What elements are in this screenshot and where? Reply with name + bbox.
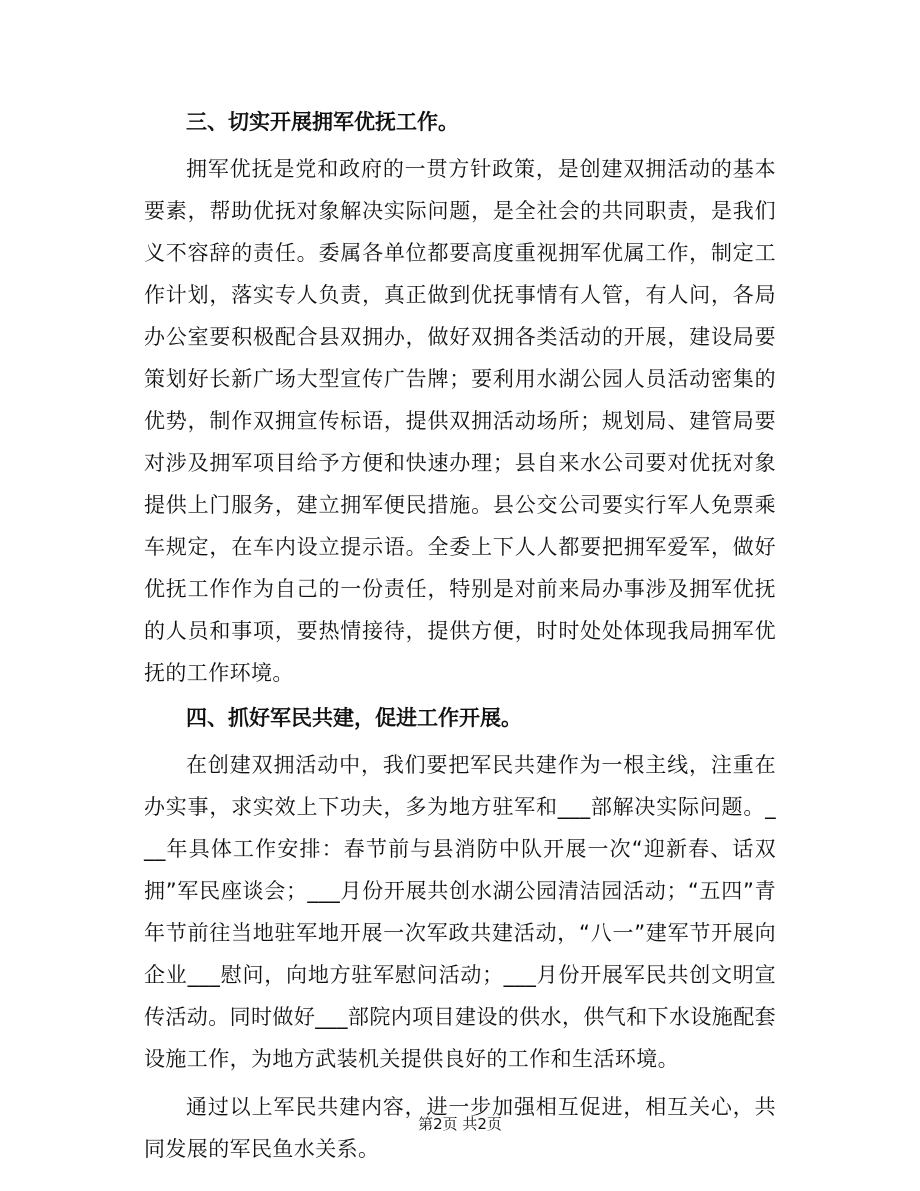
page-footer: 第2页 共2页 xyxy=(418,1115,502,1133)
section-4-paragraph-1: 在创建双拥活动中，我们要把军民共建作为一根主线，注重在办实事，求实效上下功夫，多为地方驻军和___部解决实际问题。___年具体工作安排：春节前与县消防中队开展一次“迎新春、话双拥”军民座谈会；___月份开展共创水湖公园清洁园活动；“五四”青年节前往当地驻军地开展一次军政共建活动，“八一”建军节开展向企业___慰问，向地方驻军慰问活动；___月份开展军民共创文明宣传活动。同时做好___部院内项目建设的供水，供气和下水设施配套设施工作，为地方武装机关提供良好的工作和生活环境。 xyxy=(144,753,776,1071)
section-heading-3: 三、切实开展拥军优抚工作。 xyxy=(186,110,459,134)
section-heading-4: 四、抓好军民共建，促进工作开展。 xyxy=(186,706,522,730)
document-body xyxy=(144,104,776,1176)
section-3-paragraph: 拥军优抚是党和政府的一贯方针政策，是创建双拥活动的基本要素，帮助优抚对象解决实际问题，是全社会的共同职责，是我们义不容辞的责任。委属各单位都要高度重视拥军优属工作，制定工作计划，落实专人负责，真正做到优抚事情有人管，有人问，各局办公室要积极配合县双拥办，做好双拥各类活动的开展，建设局要策划好长新广场大型宣传广告牌；要利用水湖公园人员活动密集的优势，制作双拥宣传标语，提供双拥活动场所；规划局、建管局要对涉及拥军项目给予方便和快速办理；县自来水公司要对优抚对象提供上门服务，建立拥军便民措施。县公交公司要实行军人免票乘车规定，在车内设立提示语。全委上下人人都要把拥军爱军，做好优抚工作作为自己的一份责任，特别是对前来局办事涉及拥军优抚的人员和事项，要热情接待，提供方便，时时处处体现我局拥军优抚的工作环境。 xyxy=(144,157,776,685)
section-4-paragraph-2: 通过以上军民共建内容，进一步加强相互促进，相互关心，共同发展的军民鱼水关系。 xyxy=(144,1095,776,1161)
